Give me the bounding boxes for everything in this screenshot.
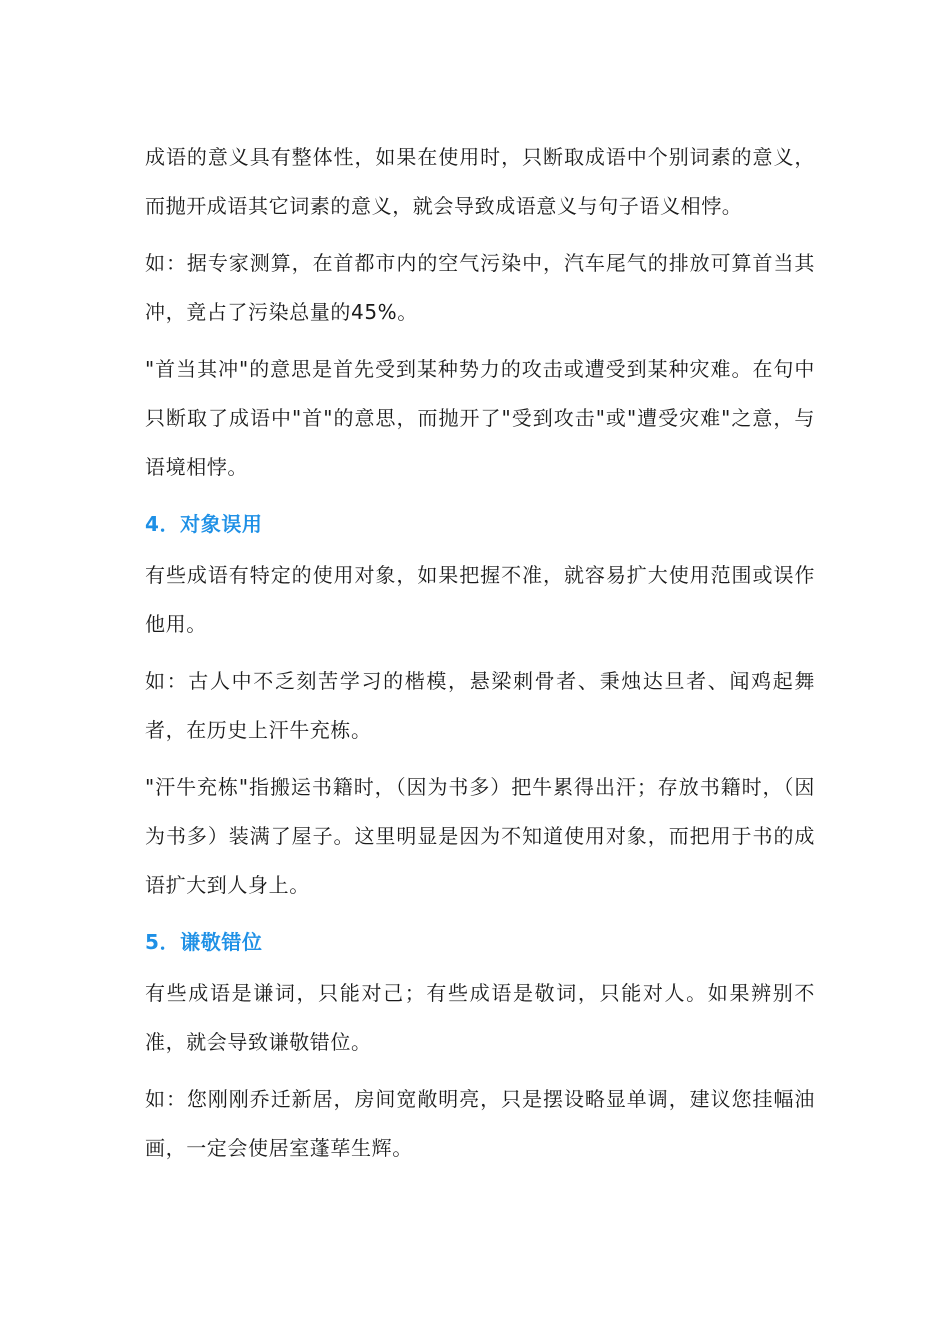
document-body [145,133,815,1181]
section-heading-object-misuse: 4．对象误用 [145,512,263,536]
paragraph-explanation-1: "首当其冲"的意思是首先受到某种势力的攻击或遭受到某种灾难。在句中只断取了成语中"首"的意思，而抛开了"受到攻击"或"遭受灾难"之意，与语境相悖。 [145,357,815,479]
paragraph-example-2: 如：古人中不乏刻苦学习的楷模，悬梁刺骨者、秉烛达旦者、闻鸡起舞者，在历史上汗牛充栋。 [145,669,815,742]
section-heading-humble-respect: 5．谦敬错位 [145,930,263,954]
paragraph-integrity: 成语的意义具有整体性，如果在使用时，只断取成语中个别词素的意义，而抛开成语其它词素的意义，就会导致成语意义与句子语义相悖。 [145,145,815,218]
paragraph-explanation-2: "汗牛充栋"指搬运书籍时，（因为书多）把牛累得出汗；存放书籍时，（因为书多）装满了屋子。这里明显是因为不知道使用对象，而把用于书的成语扩大到人身上。 [145,775,815,897]
paragraph-example-3: 如：您刚刚乔迁新居，房间宽敞明亮，只是摆设略显单调，建议您挂幅油画，一定会使居室蓬荜生辉。 [145,1087,815,1160]
paragraph-example-1: 如：据专家测算，在首都市内的空气污染中，汽车尾气的排放可算首当其冲，竟占了污染总量的45%。 [145,251,815,324]
paragraph-object-misuse: 有些成语有特定的使用对象，如果把握不准，就容易扩大使用范围或误作他用。 [145,563,815,636]
paragraph-humble-respect: 有些成语是谦词，只能对己；有些成语是敬词，只能对人。如果辨别不准，就会导致谦敬错位。 [145,981,815,1054]
